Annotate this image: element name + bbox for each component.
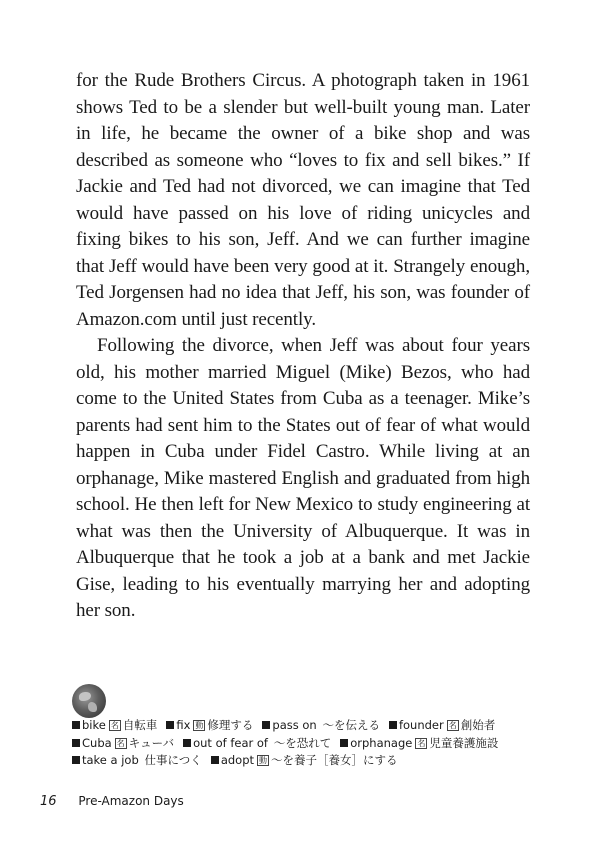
vocab-gloss: 自転車 (122, 718, 158, 732)
vocab-word: pass on (272, 718, 317, 732)
vocab-item (211, 753, 398, 767)
vocab-item (166, 718, 253, 732)
part-of-speech-badge: 名 (116, 738, 125, 748)
vocab-gloss: ～を伝える (322, 718, 380, 732)
vocab-gloss: 児童養護施設 (429, 735, 499, 750)
part-of-speech-badge: 名 (417, 738, 426, 748)
vocab-word: out of fear of (193, 735, 268, 750)
vocab-row (72, 735, 542, 753)
part-of-speech-badge: 名 (110, 721, 119, 730)
globe-icon (72, 684, 106, 718)
section-title: Pre-Amazon Days (78, 794, 184, 808)
part-of-speech-badge: 動 (259, 756, 268, 765)
page-footer (40, 794, 184, 809)
page-number: 16 (40, 794, 57, 809)
vocab-gloss: 修理する (207, 718, 254, 732)
vocab-word: orphanage (350, 735, 413, 750)
square-bullet-icon (340, 739, 348, 747)
vocab-item (72, 736, 174, 750)
vocab-item (340, 736, 498, 750)
vocab-item (183, 736, 331, 750)
vocab-word: Cuba (82, 735, 112, 750)
part-of-speech-badge: 名 (448, 721, 457, 730)
vocab-row (72, 752, 542, 770)
square-bullet-icon (72, 721, 80, 729)
vocab-item (262, 718, 380, 732)
vocab-gloss: ～を恐れて (273, 735, 332, 750)
square-bullet-icon (166, 721, 174, 729)
paragraph-2: Following the divorce, when Jeff was about four years old, his mother married Miguel (Mike) Bezos, who had come to the United States from Cuba as a teenager. Mike’s parents had sent him to the States out of fear of what would happen in Cuba under Fidel Castro. While living at an orphanage, Mike mastered English and graduated from high school. He then left for New Mexico to study engineering at what was then the University of Albuquerque. It was in Albuquerque that he took a job at a bank and met Jackie Gise, leading to his eventually marrying her and adopting her son. (76, 335, 530, 621)
vocab-gloss: 創始者 (460, 718, 496, 732)
vocab-item (72, 718, 157, 732)
square-bullet-icon (183, 739, 191, 747)
vocab-gloss: ～を養子［養女］にする (271, 753, 398, 767)
main-text (76, 68, 530, 625)
vocab-word: bike (82, 718, 106, 732)
vocab-word: fix (176, 718, 191, 732)
vocabulary-list (72, 717, 542, 770)
vocab-word: take a job (82, 753, 139, 767)
vocab-word: adopt (220, 753, 255, 767)
square-bullet-icon (72, 739, 80, 747)
part-of-speech-badge: 動 (195, 721, 204, 730)
vocab-word: founder (398, 718, 444, 732)
square-bullet-icon (211, 756, 219, 764)
square-bullet-icon (72, 756, 80, 764)
vocab-gloss: キューバ (128, 735, 175, 750)
vocab-gloss: 仕事につく (144, 753, 202, 767)
vocab-item (389, 718, 495, 732)
square-bullet-icon (389, 721, 397, 729)
paragraph-1: for the Rude Brothers Circus. A photograph taken in 1961 shows Ted to be a slender but well-built young man. Later in life, he became the owner of a bike shop and was described as someone who “loves to fix and sell bikes.” If Jackie and Ted had not divorced, we can imagine that Ted would have passed on his love of riding unicycles and fixing bikes to his son, Jeff. And we can further imagine that Jeff would have been very good at it. Strangely enough, Ted Jorgensen had no idea that Jeff, his son, was founder of Amazon.com until just recently. (76, 70, 530, 330)
square-bullet-icon (262, 721, 270, 729)
vocab-row (72, 717, 542, 735)
vocab-item (72, 753, 202, 767)
